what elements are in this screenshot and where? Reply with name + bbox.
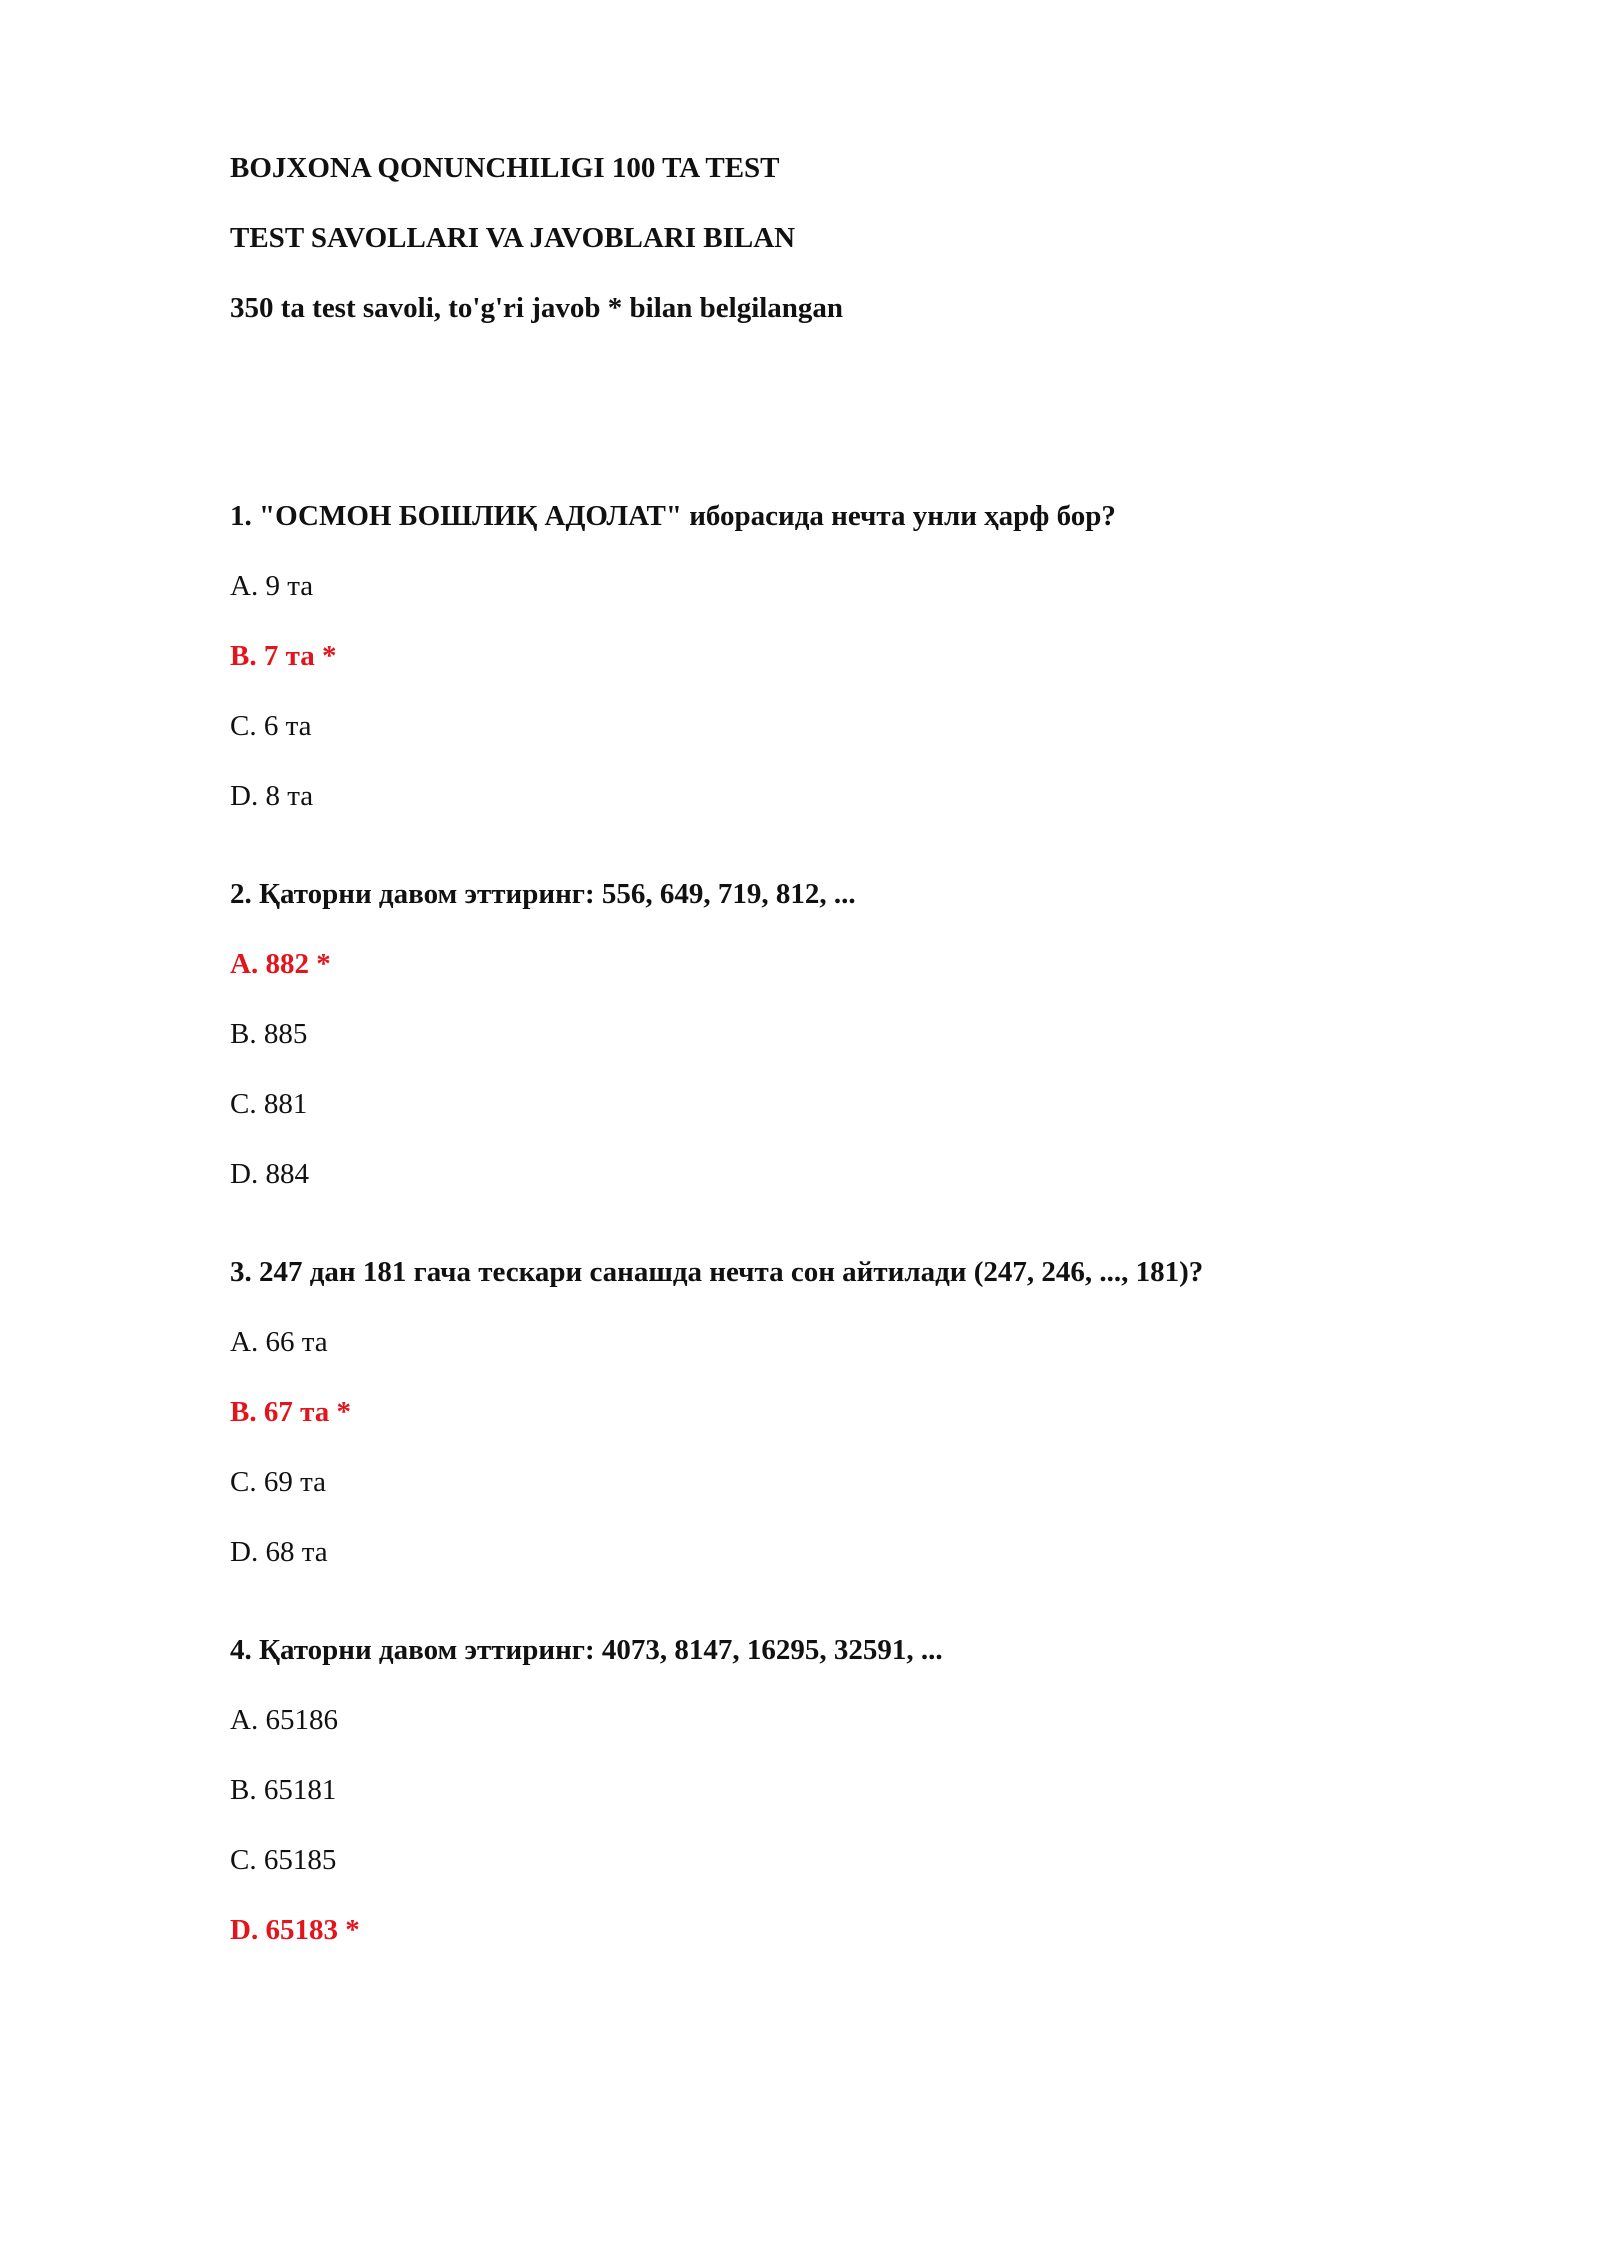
option-c: C. 65185 — [230, 1844, 337, 1876]
option-b: B. 7 та * — [230, 640, 337, 672]
question-text: 1. "ОСМОН БОШЛИҚ АДОЛАТ" иборасида нечта унли ҳарф бор? — [230, 500, 1116, 532]
option-b: B. 67 та * — [230, 1396, 351, 1428]
question-4 — [230, 1630, 1530, 1950]
option-b: B. 885 — [230, 1018, 308, 1050]
document-note: 350 ta test savoli, to'g'ri javob * bilan belgilangan — [230, 292, 844, 324]
document-title: BOJXONA QONUNCHILIGI 100 TA TEST — [230, 152, 780, 184]
document-header — [230, 148, 843, 358]
question-3 — [230, 1252, 1530, 1572]
option-d: D. 65183 * — [230, 1914, 360, 1946]
question-2 — [230, 874, 1530, 1194]
document-subtitle: TEST SAVOLLARI VA JAVOBLARI BILAN — [230, 222, 796, 254]
option-a: A. 65186 — [230, 1704, 338, 1736]
option-d: D. 8 та — [230, 780, 314, 812]
option-c: C. 881 — [230, 1088, 308, 1120]
option-b: B. 65181 — [230, 1774, 337, 1806]
question-text: 2. Қаторни давом эттиринг: 556, 649, 719, 812, ... — [230, 878, 856, 910]
option-a: A. 66 та — [230, 1326, 328, 1358]
question-text: 3. 247 дан 181 гача тескари санашда нечта сон айтилади (247, 246, ..., 181)? — [230, 1256, 1204, 1288]
option-a: A. 9 та — [230, 570, 314, 602]
question-list — [230, 496, 1530, 2008]
option-c: C. 69 та — [230, 1466, 326, 1498]
option-d: D. 68 та — [230, 1536, 328, 1568]
question-1 — [230, 496, 1530, 816]
question-text: 4. Қаторни давом эттиринг: 4073, 8147, 16295, 32591, ... — [230, 1634, 943, 1666]
option-d: D. 884 — [230, 1158, 309, 1190]
option-c: C. 6 та — [230, 710, 312, 742]
option-a: A. 882 * — [230, 948, 331, 980]
